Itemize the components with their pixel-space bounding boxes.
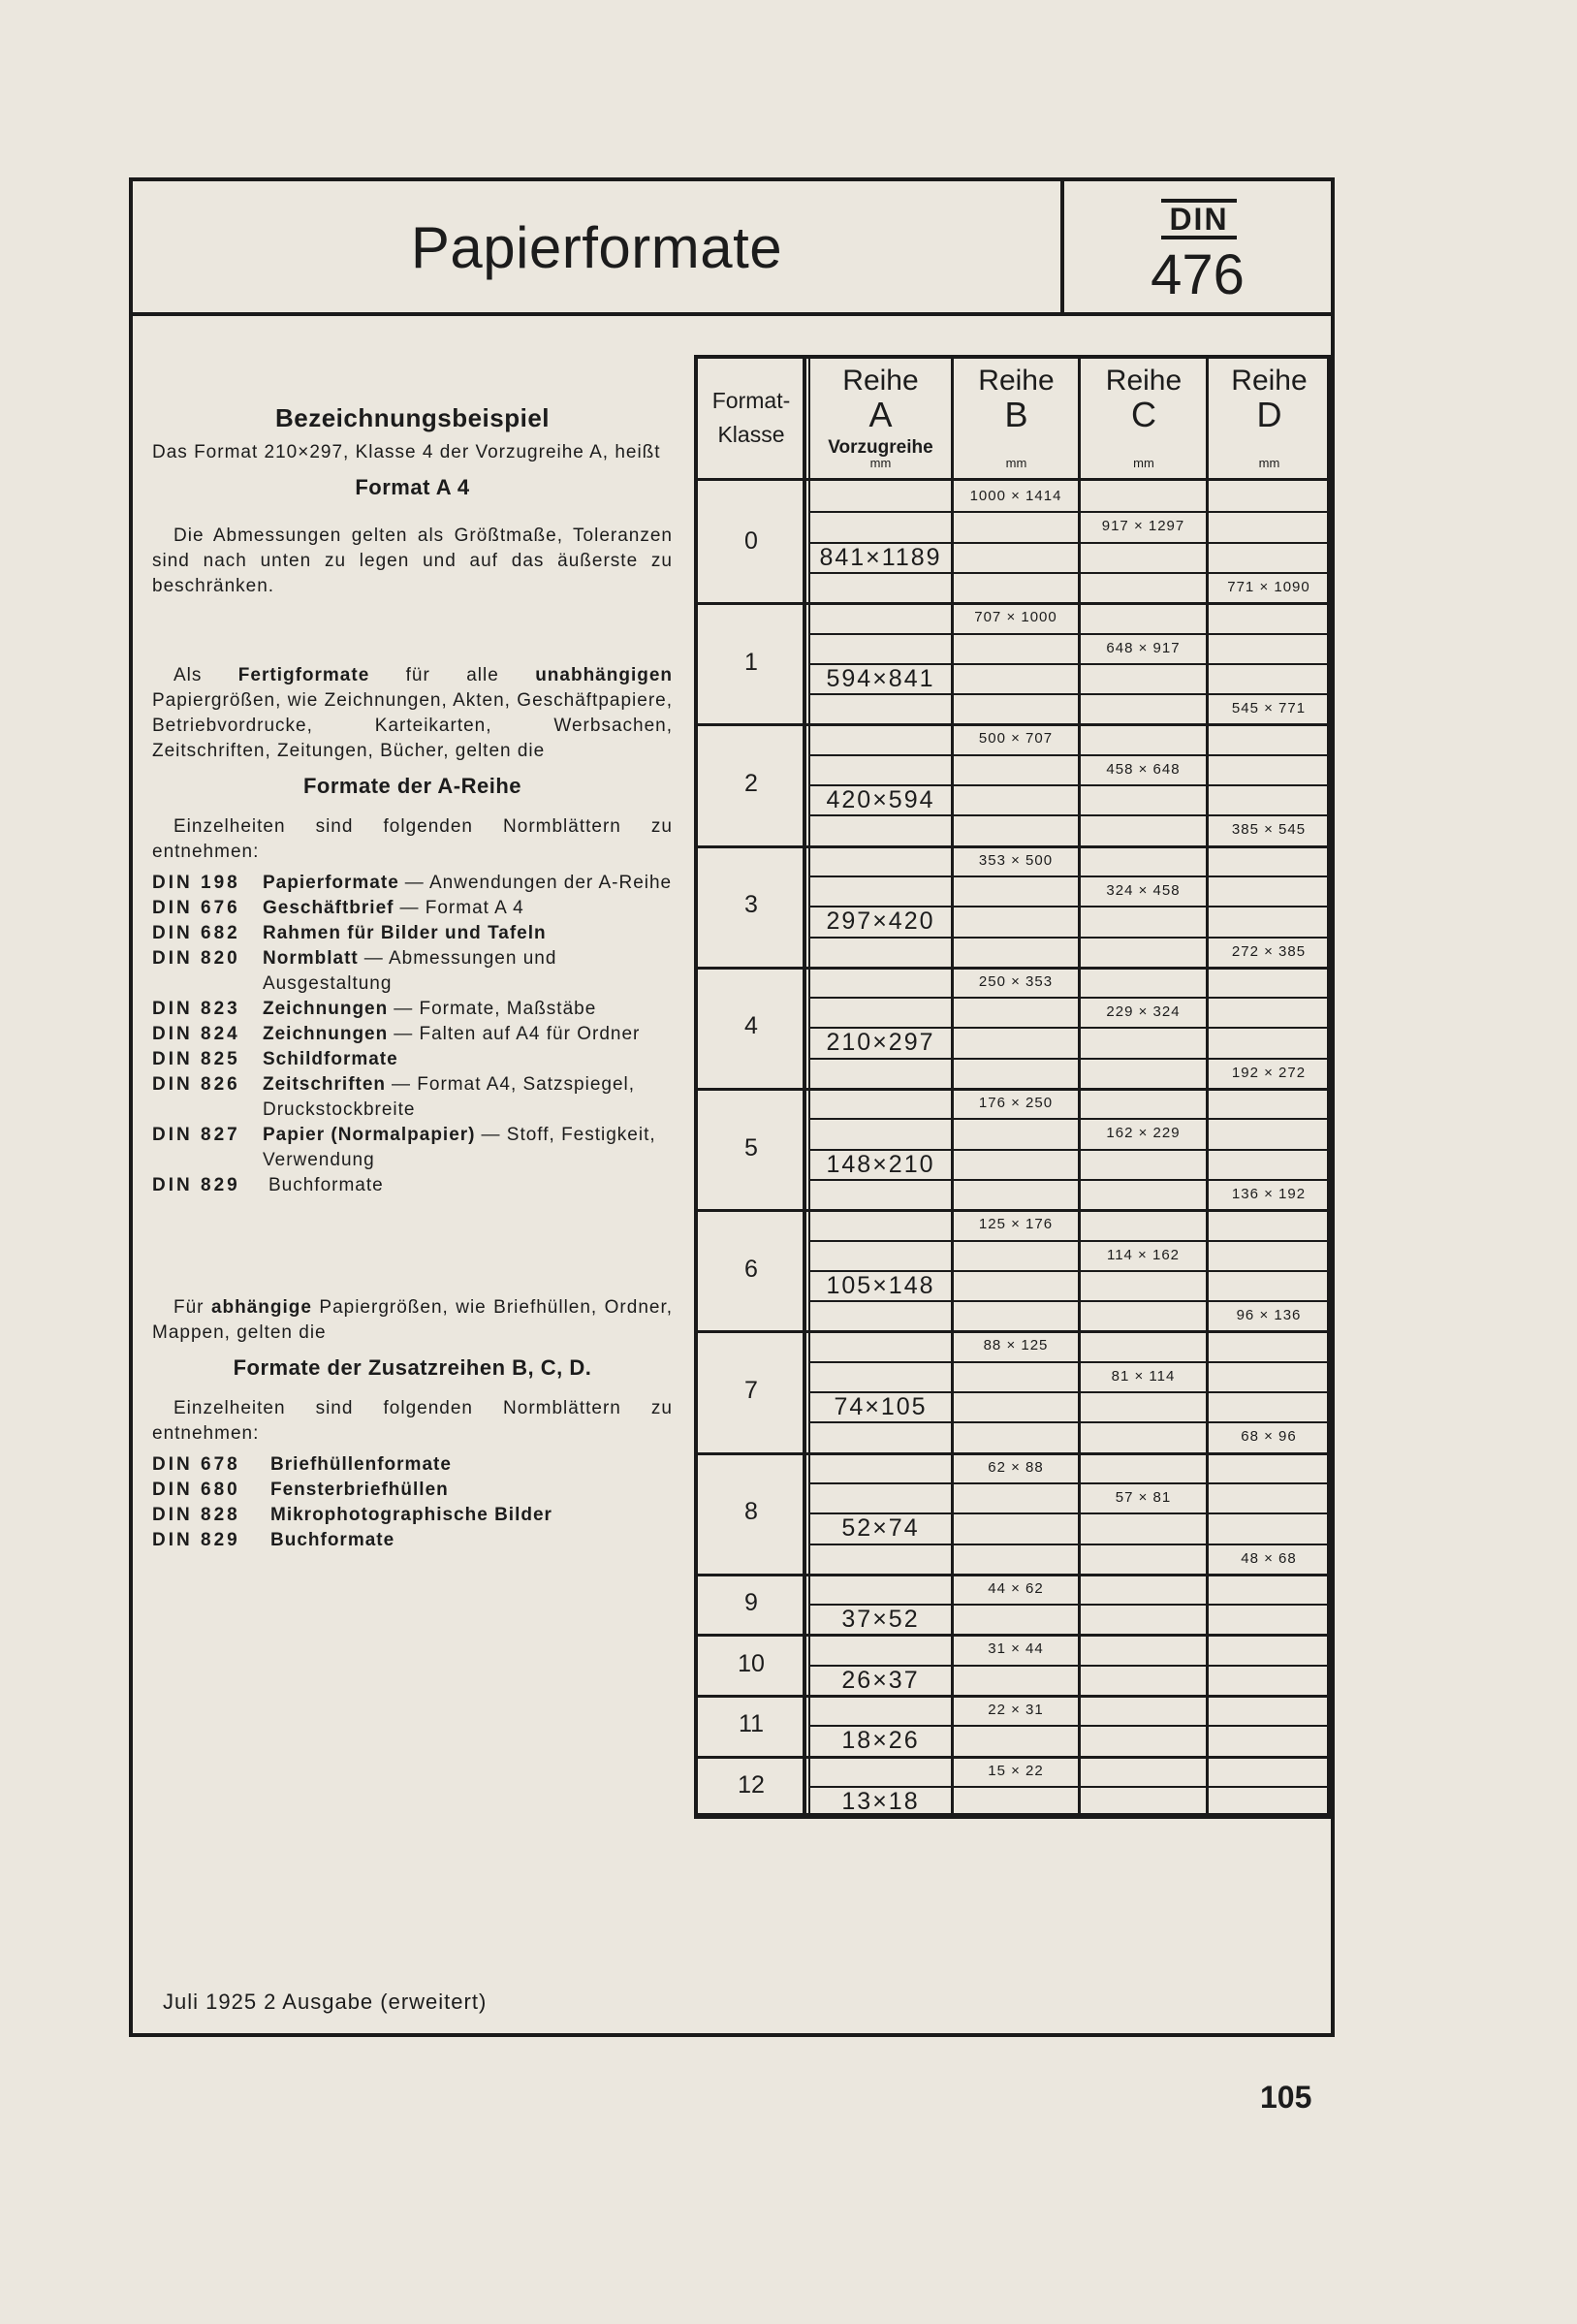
header-format-klasse: Format- Klasse [711,388,791,447]
cell-series-c: 57 × 81 [1115,1488,1172,1506]
header-line [694,478,1331,481]
cell-series-b: 22 × 31 [988,1702,1044,1718]
din-code: DIN 682 [152,923,240,943]
heading-example: Bezeichnungsbeispiel [274,403,551,432]
din-list-item [152,1022,673,1047]
class-label: 3 [744,891,758,919]
header-divider [129,312,1335,316]
row-line [808,997,1331,999]
cell-series-b: 15 × 22 [988,1762,1044,1779]
class-label: 1 [744,648,758,676]
row-line [808,754,1331,756]
cell-series-a: 37×52 [841,1606,920,1634]
din-list-item [152,1072,673,1123]
cell-series-b: 88 × 125 [983,1337,1049,1354]
class-separator [694,1695,1331,1698]
cell-series-b: 176 × 250 [978,1095,1054,1111]
cell-series-c: 162 × 229 [1106,1125,1181,1142]
cell-series-c: 917 × 1297 [1101,518,1185,535]
cell-series-b: 44 × 62 [988,1579,1044,1597]
din-code: DIN 829 [152,1530,240,1550]
din-list-item [152,1047,673,1072]
column-line [1206,355,1209,1817]
din-code: DIN 829 [152,1175,240,1195]
cell-series-a: 420×594 [826,786,935,813]
formate-bcd: Formate der Zusatzreihen B, C, D. [233,1355,592,1380]
fertig-text: Als Fertigformate für alle unabhängigen Papiergrößen, wie Zeichnungen, Akten, Geschäftpapiere, Betriebvordrucke, Karteikarten, Werbsachen, Zeitschriften, Zeitungen, Bücher, gelten die [152,665,674,761]
row-line [808,1058,1331,1060]
cell-series-b: 250 × 353 [978,972,1054,990]
cell-series-b: 125 × 176 [978,1216,1054,1233]
din-list-item [152,1503,673,1528]
class-separator [694,602,1331,605]
class-label: 11 [739,1710,764,1738]
class-label: 0 [744,526,758,555]
din-title: Zeichnungen — Formate, Maßstäbe [263,999,597,1019]
din-code: DIN 828 [152,1505,240,1525]
row-line [808,1544,1331,1545]
din-code: DIN 680 [152,1480,240,1500]
class-separator [694,845,1331,848]
row-line [808,1482,1331,1484]
din-code: DIN 826 [152,1074,240,1095]
class-separator [694,1574,1331,1576]
din-list-item [152,1478,673,1503]
din-list-item [152,1123,673,1173]
din-title: Buchformate [268,1175,384,1195]
din-title: Normblatt — Abmessungen und Ausgestaltung [263,948,557,994]
cell-series-a: 148×210 [826,1150,935,1178]
row-line [808,693,1331,695]
cell-series-a: 105×148 [826,1271,935,1299]
din-code: DIN 820 [152,948,240,969]
row-line [808,511,1331,513]
din-list-item [152,1452,673,1478]
din-title: Buchformate [270,1530,395,1550]
class-separator [694,1209,1331,1212]
din-list-1 [152,871,673,1198]
din-list-2 [152,1452,673,1553]
cell-series-d: 771 × 1090 [1227,578,1310,595]
cell-series-d: 272 × 385 [1231,942,1307,960]
cell-series-a: 297×420 [826,907,935,936]
din-list-item [152,1173,673,1198]
class-separator [694,967,1331,970]
row-line [808,1361,1331,1363]
class-separator [694,1330,1331,1333]
class-label: 4 [744,1012,758,1040]
class-label: 9 [744,1589,758,1617]
cell-series-a: 13×18 [841,1787,920,1815]
row-line [808,572,1331,574]
row-line [808,1421,1331,1423]
din-title: Briefhüllenformate [270,1454,452,1475]
din-code: DIN 678 [152,1454,240,1475]
din-code: DIN 676 [152,898,240,918]
class-separator [694,723,1331,726]
class-separator [694,1088,1331,1091]
cell-series-c: 324 × 458 [1106,881,1181,899]
class-label: 12 [738,1770,765,1799]
formate-a-reihe: Formate der A-Reihe [302,774,522,798]
class-separator [694,1452,1331,1455]
footer-edition: Juli 1925 2 Ausgabe (erweitert) [163,1990,488,2014]
cell-series-b: 31 × 44 [988,1640,1044,1658]
cell-series-a: 52×74 [841,1514,920,1543]
din-title: Geschäftbrief — Format A 4 [263,898,524,918]
cell-series-d: 136 × 192 [1231,1185,1307,1202]
abh-text: Für abhängige Papiergrößen, wie Briefhüllen, Ordner, Mappen, gelten die [152,1297,674,1343]
cell-series-a: 26×37 [841,1666,920,1694]
din-title: Rahmen für Bilder und Tafeln [263,923,547,943]
cell-series-d: 96 × 136 [1236,1307,1302,1324]
cell-series-b: 62 × 88 [988,1458,1044,1476]
cell-series-d: 192 × 272 [1231,1064,1307,1081]
cell-series-a: 841×1189 [819,543,942,571]
cell-series-a: 74×105 [834,1393,928,1420]
row-line [808,875,1331,877]
header-reihe-d: Reihe D mm [1231,365,1308,470]
cell-series-b: 707 × 1000 [974,609,1057,626]
page-title: Papierformate [410,214,783,280]
format-a4: Format A 4 [355,475,470,499]
example-text: Das Format 210×297, Klasse 4 der Vorzugreihe A, heißt [152,442,661,462]
einzel-text-2: Einzelheiten sind folgenden Normblättern zu entnehmen: [152,1398,673,1444]
din-list-item [152,1528,673,1553]
class-separator [694,1756,1331,1759]
class-label: 6 [744,1255,758,1283]
header-reihe-b: Reihe B mm [978,365,1055,470]
din-title: Zeichnungen — Falten auf A4 für Ordner [263,1024,641,1044]
left-column [152,349,673,1553]
row-line [808,814,1331,816]
cell-series-d: 545 × 771 [1231,700,1307,717]
row-line [808,1240,1331,1242]
page-number: 105 [1260,2080,1312,2115]
din-code: DIN 825 [152,1049,240,1069]
column-line [1078,355,1081,1817]
einzel-text-1: Einzelheiten sind folgenden Normblättern zu entnehmen: [152,816,673,862]
cell-series-b: 1000 × 1414 [969,488,1062,504]
cell-series-c: 81 × 114 [1111,1367,1176,1385]
cell-series-a: 210×297 [826,1029,935,1057]
din-code: DIN 823 [152,999,240,1019]
din-list-item [152,946,673,997]
row-line [808,1179,1331,1181]
din-code: DIN 198 [152,873,240,893]
row-line [808,1300,1331,1302]
cell-series-c: 229 × 324 [1106,1003,1181,1021]
header-reihe-c: Reihe C mm [1105,365,1183,470]
class-separator [694,1634,1331,1637]
cell-series-d: 68 × 96 [1241,1428,1297,1446]
din-list-item [152,997,673,1022]
cell-series-c: 114 × 162 [1106,1246,1181,1263]
header-reihe-a: Reihe A Vorzugreihe mm [828,365,933,470]
column-line [951,355,954,1817]
format-table [694,355,1331,1817]
din-title: Zeitschriften — Format A4, Satzspiegel, Druckstockbreite [263,1074,636,1120]
class-label: 7 [744,1377,758,1404]
din-code: DIN 824 [152,1024,240,1044]
row-line [808,937,1331,939]
cell-series-c: 648 × 917 [1106,639,1181,656]
row-line [808,633,1331,635]
din-logo: DIN [1161,199,1237,239]
cell-series-a: 594×841 [826,664,935,692]
din-title: Schildformate [263,1049,398,1069]
din-list-item [152,896,673,921]
class-label: 8 [744,1498,758,1526]
cell-series-d: 385 × 545 [1231,821,1307,839]
class-label: 2 [744,770,758,797]
din-number: 476 [1151,243,1245,306]
cell-series-b: 500 × 707 [978,730,1054,748]
cell-series-c: 458 × 648 [1106,760,1181,778]
din-title: Papierformate — Anwendungen der A-Reihe [263,873,673,893]
din-title: Fensterbriefhüllen [270,1480,449,1500]
cell-series-d: 48 × 68 [1241,1549,1297,1567]
class-label: 5 [744,1133,758,1162]
dimensions-text: Die Abmessungen gelten als Größtmaße, Toleranzen sind nach unten zu legen und auf das äußerste zu beschränken. [152,525,673,596]
column-line [808,355,810,1817]
din-list-item [152,871,673,896]
din-title: Papier (Normalpapier) — Stoff, Festigkeit, Verwendung [263,1125,656,1170]
din-list-item [152,921,673,946]
din-title: Mikrophotographische Bilder [270,1505,552,1525]
class-label: 10 [738,1649,765,1677]
din-code: DIN 827 [152,1125,240,1145]
row-line [808,1118,1331,1120]
class-separator [694,1816,1331,1819]
cell-series-a: 18×26 [841,1727,920,1755]
cell-series-b: 353 × 500 [978,851,1054,869]
